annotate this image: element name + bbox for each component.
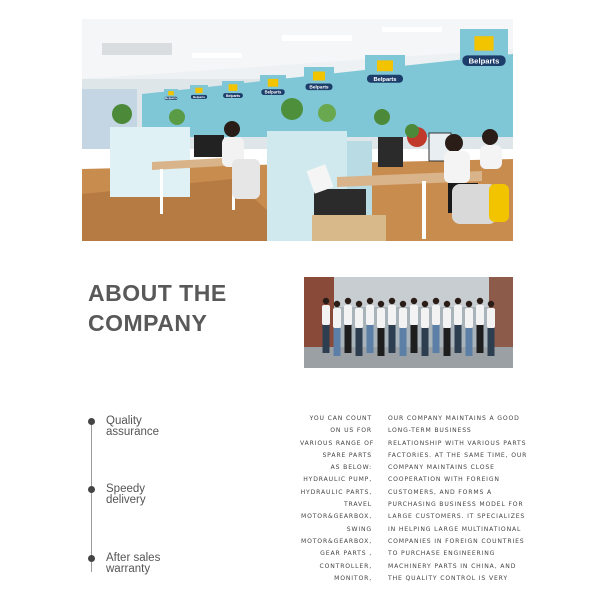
timeline-dot xyxy=(88,555,95,562)
text-line: HYDRAULIC PUMP, xyxy=(303,476,372,484)
office-sign-banner xyxy=(260,75,286,101)
text-line: MOTOR&GEARBOX, xyxy=(300,513,372,521)
text-line: IN HELPING LARGE MULTINATIONAL xyxy=(388,525,522,533)
timeline-line xyxy=(91,424,92,572)
timeline-dot xyxy=(88,486,95,493)
text-line: TO PURCHASE ENGINEERING xyxy=(388,550,496,558)
text-line: YOU CAN COUNT xyxy=(309,415,372,422)
text-line: LONG-TERM BUSINESS xyxy=(388,427,472,435)
team-member xyxy=(432,298,440,353)
team-member xyxy=(333,301,341,356)
office-sign-banner xyxy=(222,81,244,103)
text-line: THE QUALITY CONTROL IS VERY xyxy=(388,574,508,582)
svg-text:Belparts: Belparts xyxy=(192,94,206,99)
text-line: FACTORIES. AT THE SAME TIME, OUR xyxy=(388,451,528,459)
text-line: OUR COMPANY MAINTAINS A GOOD xyxy=(388,415,520,422)
svg-text:Belparts: Belparts xyxy=(373,76,397,83)
text-line: RELATIONSHIP WITH VARIOUS PARTS xyxy=(388,439,527,447)
about-heading xyxy=(88,278,288,338)
feature-title: Quality xyxy=(106,415,142,427)
heading-line-1: ABOUT THE xyxy=(88,280,227,306)
feature-title: Speedy xyxy=(106,483,146,495)
text-line: HYDRAULIC PARTS, xyxy=(300,488,372,496)
feature-title: After sales xyxy=(106,552,161,564)
text-line: GEAR PARTS , xyxy=(320,550,372,558)
team-member xyxy=(476,298,484,353)
team-member xyxy=(465,301,473,356)
timeline-dot xyxy=(88,418,95,425)
text-line: CONTROLLER, xyxy=(319,562,372,570)
svg-text:Belparts: Belparts xyxy=(309,85,329,91)
feature-subtitle: assurance xyxy=(106,426,160,438)
feature-quality xyxy=(106,416,226,438)
text-line: PURCHASING BUSINESS MODEL FOR xyxy=(388,501,524,509)
feature-subtitle: warranty xyxy=(106,563,151,575)
svg-text:Belparts: Belparts xyxy=(468,56,500,66)
text-line: COMPANIES IN FOREIGN COUNTRIES xyxy=(388,537,525,545)
office-sign-banner xyxy=(190,85,208,103)
team-photo xyxy=(304,277,513,368)
text-line: VARIOUS RANGE OF xyxy=(300,439,375,447)
team-member xyxy=(487,301,495,356)
team-member xyxy=(366,298,374,353)
text-line: TRAVEL xyxy=(343,501,372,509)
text-line: MONITOR, xyxy=(334,574,372,582)
office-sign-banner xyxy=(365,55,405,91)
text-line: CUSTOMERS, AND FORMS A xyxy=(388,488,493,496)
feature-warranty xyxy=(106,553,226,575)
svg-text:Belparts: Belparts xyxy=(264,89,282,95)
team-member xyxy=(399,301,407,356)
text-line: MACHINERY PARTS IN CHINA, AND xyxy=(388,562,517,570)
team-member xyxy=(410,298,418,353)
text-line: AS BELOW: xyxy=(330,464,372,472)
svg-text:Belparts: Belparts xyxy=(164,96,178,101)
team-member xyxy=(388,298,396,353)
text-line: SPARE PARTS xyxy=(322,451,372,459)
team-member xyxy=(443,301,451,356)
team-member xyxy=(322,298,330,353)
office-sign-banner xyxy=(460,29,508,77)
text-line: COOPERATION WITH FOREIGN xyxy=(388,476,500,484)
office-sign-banner xyxy=(164,89,178,103)
team-member xyxy=(344,298,352,353)
feature-delivery xyxy=(106,484,226,506)
office-sign-banner xyxy=(304,67,334,97)
text-line: ON US FOR xyxy=(330,427,372,435)
svg-text:Belparts: Belparts xyxy=(225,93,241,98)
feature-subtitle: delivery xyxy=(106,494,146,506)
text-line: LARGE CUSTOMERS. IT SPECIALIZES xyxy=(388,513,526,521)
text-line: MOTOR&GEARBOX, xyxy=(300,537,372,545)
team-member xyxy=(355,301,363,356)
spare-parts-text xyxy=(300,413,375,585)
team-member xyxy=(377,301,385,356)
office-photo xyxy=(82,19,513,241)
team-member xyxy=(454,298,462,353)
team-member xyxy=(421,301,429,356)
text-line: SWING xyxy=(346,525,372,533)
text-line: COMPANY MAINTAINS CLOSE xyxy=(388,464,495,472)
heading-line-2: COMPANY xyxy=(88,310,208,336)
company-description-text xyxy=(388,413,528,585)
